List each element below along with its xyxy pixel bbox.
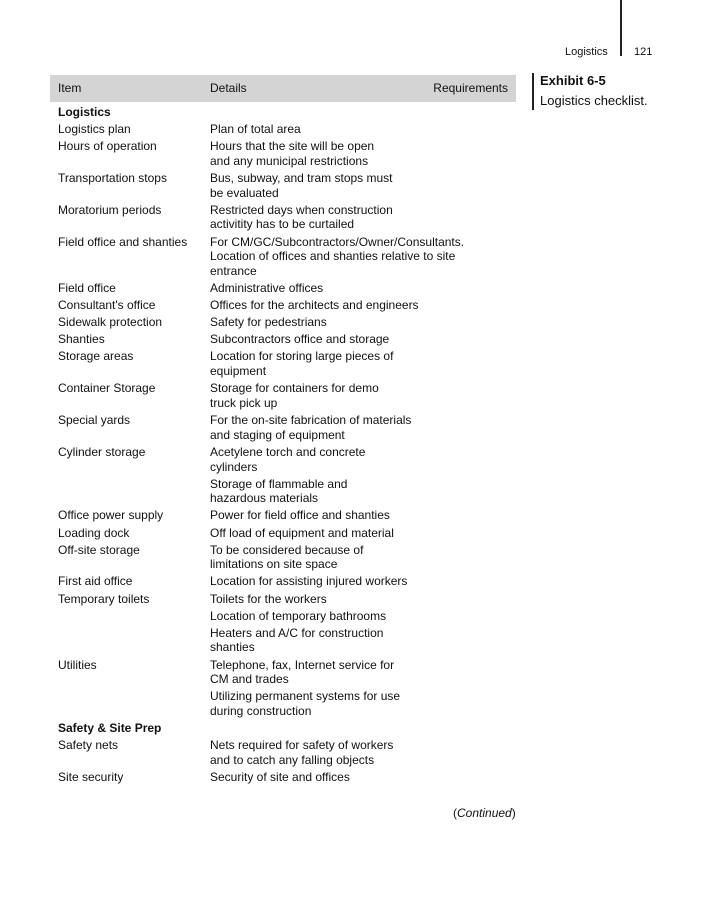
- table-row: [50, 235, 516, 279]
- exhibit-caption: Logistics checklist.: [540, 93, 648, 108]
- row-item: Special yards: [58, 413, 131, 428]
- column-header-details: Details: [210, 81, 247, 95]
- row-item: [50, 626, 210, 655]
- row-details: Restricted days when construction activitity has to be curtailed: [210, 202, 393, 232]
- checklist-table: [50, 75, 516, 787]
- row-details: Utilizing permanent systems for use during construction: [210, 689, 401, 718]
- row-details: Heaters and A/C for construction shanties: [210, 625, 384, 655]
- table-row: [50, 658, 516, 687]
- running-header-section: Logistics: [565, 46, 608, 58]
- row-item: Cylinder storage: [58, 444, 146, 459]
- row-item: [50, 609, 210, 624]
- column-header-requirements: Requirements: [433, 81, 508, 95]
- row-item: Hours of operation: [58, 139, 157, 154]
- row-item: Office power supply: [58, 508, 164, 523]
- row-item: Safety nets: [58, 738, 119, 753]
- row-details: Location for storing large pieces of equipment: [210, 349, 394, 379]
- table-row: [50, 281, 516, 296]
- continued-note: (Continued): [453, 806, 516, 820]
- table-row: [50, 298, 516, 313]
- row-item: Field office and shanties: [58, 234, 188, 249]
- row-item: Sidewalk protection: [58, 315, 163, 330]
- table-row: [50, 349, 516, 378]
- table-header: [50, 75, 516, 102]
- table-row: [50, 592, 516, 607]
- table-row: [50, 526, 516, 541]
- section-heading: Safety & Site Prep: [58, 721, 162, 736]
- exhibit-caption-block: [532, 73, 648, 110]
- row-item: Logistics plan: [58, 122, 131, 137]
- row-details: Hours that the site will be open and any municipal restrictions: [210, 139, 375, 168]
- table-row: [50, 543, 516, 572]
- table-row: [50, 315, 516, 330]
- row-details: Safety for pedestrians: [210, 315, 327, 330]
- table-row: [50, 445, 516, 474]
- row-details: Security of site and offices: [210, 769, 350, 784]
- table-row: [50, 738, 516, 767]
- table-row: [50, 626, 516, 655]
- row-item: Field office: [58, 281, 116, 296]
- continued-label: Continued: [457, 806, 512, 820]
- row-details: Subcontractors office and storage: [210, 332, 390, 347]
- header-rule: [620, 0, 622, 56]
- table-row: [50, 689, 516, 718]
- row-item: Transportation stops: [58, 170, 167, 185]
- row-details: Power for field office and shanties: [210, 508, 390, 523]
- row-details: Toilets for the workers: [210, 591, 327, 606]
- row-item: Consultant's office: [58, 298, 156, 313]
- row-details: Off load of equipment and material: [210, 525, 394, 540]
- row-item: Loading dock: [58, 525, 130, 540]
- table-row: [50, 609, 516, 624]
- row-item: Moratorium periods: [58, 202, 162, 217]
- row-details: Plan of total area: [210, 122, 301, 137]
- row-details: Storage for containers for demo truck pick up: [210, 381, 379, 410]
- table-row: [50, 770, 516, 785]
- section-heading: Logistics: [58, 105, 111, 119]
- table-row: [50, 332, 516, 347]
- row-details: Location for assisting injured workers: [210, 574, 408, 589]
- row-details: Nets required for safety of workers and to catch any falling objects: [210, 738, 394, 767]
- exhibit-title: Exhibit 6-5: [540, 73, 606, 88]
- table-row: [50, 413, 516, 442]
- row-details: Acetylene torch and concrete cylinders: [210, 444, 366, 474]
- table-row: [50, 139, 516, 168]
- row-item: [50, 689, 210, 718]
- row-details: Bus, subway, and tram stops must be evaluated: [210, 170, 393, 200]
- row-details: Administrative offices: [210, 281, 324, 296]
- table-row: [50, 477, 516, 506]
- table-body: [50, 102, 516, 785]
- row-item: Shanties: [58, 332, 105, 347]
- row-item: Container Storage: [58, 381, 156, 396]
- row-item: Utilities: [58, 657, 97, 672]
- row-details: Storage of flammable and hazardous materials: [210, 476, 348, 506]
- row-item: First aid office: [58, 574, 133, 589]
- row-item: Off-site storage: [58, 542, 140, 557]
- row-details: Offices for the architects and engineers: [210, 298, 419, 313]
- row-item: Temporary toilets: [58, 591, 150, 606]
- table-row: [50, 122, 516, 137]
- row-details: For the on-site fabrication of materials and staging of equipment: [210, 413, 412, 442]
- page-number: 121: [634, 46, 653, 58]
- row-details: For CM/GC/Subcontractors/Owner/Consultants. Location of offices and shanties relative to site entrance: [210, 234, 465, 278]
- table-row: [50, 171, 516, 200]
- row-item: Site security: [58, 769, 124, 784]
- column-header-item: Item: [58, 81, 82, 95]
- row-item: [50, 477, 210, 506]
- table-row: [50, 574, 516, 589]
- row-item: Storage areas: [58, 349, 134, 364]
- row-details: To be considered because of limitations on site space: [210, 542, 364, 572]
- table-row: [50, 381, 516, 410]
- row-details: Telephone, fax, Internet service for CM and trades: [210, 657, 395, 687]
- table-row: [50, 203, 516, 232]
- row-details: Location of temporary bathrooms: [210, 608, 387, 623]
- table-row: [50, 508, 516, 523]
